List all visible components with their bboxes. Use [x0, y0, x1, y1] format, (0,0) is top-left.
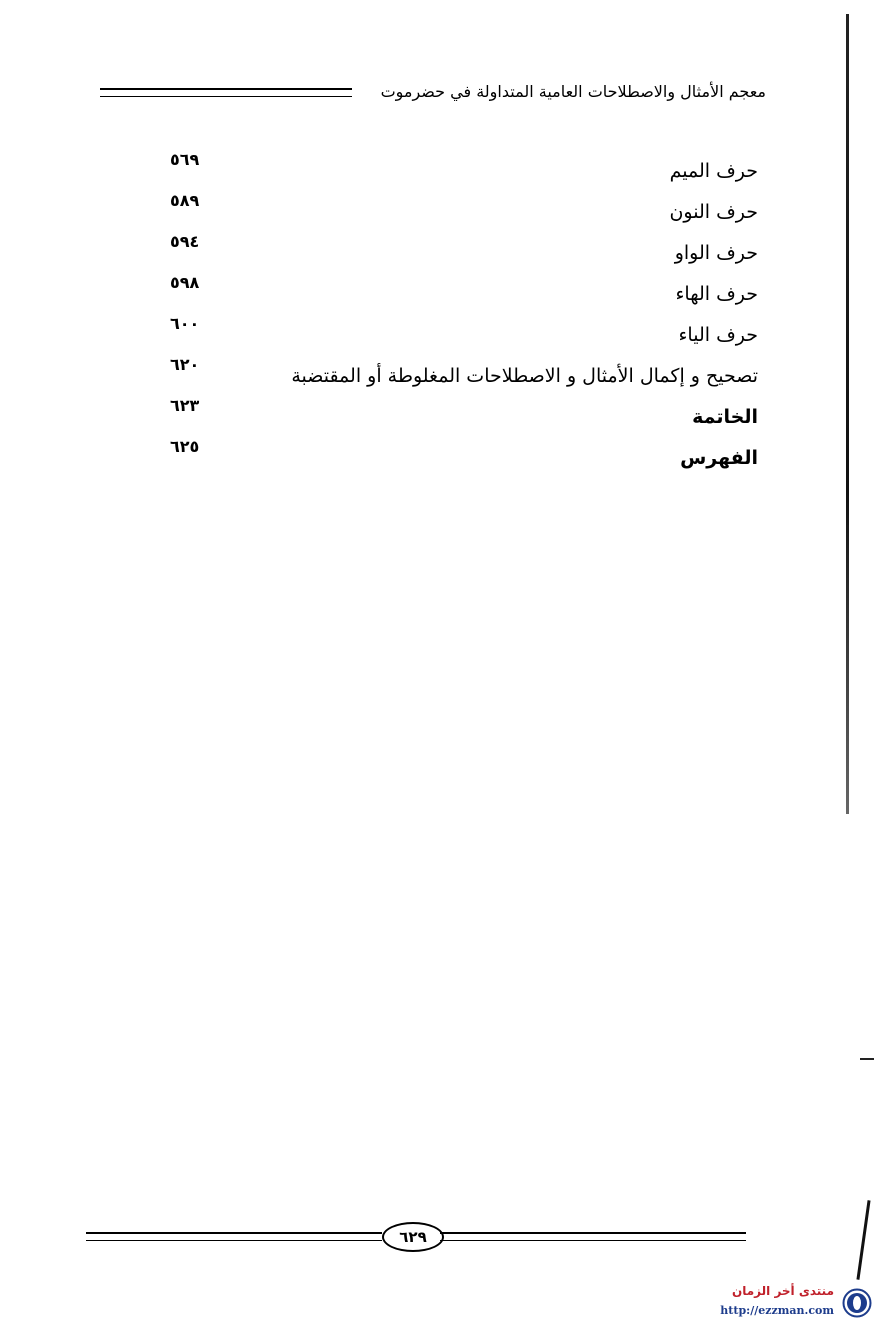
toc-entry-page: ٦٢٠	[170, 355, 200, 374]
toc-entry-page: ٦٠٠	[170, 314, 200, 333]
table-of-contents	[160, 150, 758, 478]
toc-entry-title: حرف النون	[669, 201, 758, 223]
toc-entry	[160, 191, 758, 232]
toc-entry-page: ٦٢٥	[170, 437, 200, 456]
toc-entry	[160, 232, 758, 273]
page-number: ٦٢٩	[382, 1222, 444, 1252]
toc-entry	[160, 437, 758, 478]
toc-entry-page: ٦٢٣	[170, 396, 200, 415]
watermark-url: http://ezzman.com	[720, 1304, 834, 1317]
toc-entry-title: حرف الميم	[669, 160, 758, 182]
toc-entry	[160, 396, 758, 437]
toc-entry	[160, 355, 758, 396]
toc-entry	[160, 273, 758, 314]
page-footer	[86, 1222, 746, 1252]
binding-edge-line	[846, 14, 849, 814]
toc-entry-title: الفهرس	[680, 447, 758, 469]
toc-entry-page: ٥٦٩	[170, 150, 200, 169]
binding-edge-line-bottom	[856, 1200, 870, 1280]
binding-edge-mark	[860, 1058, 874, 1060]
toc-entry-title: حرف الواو	[674, 242, 758, 264]
toc-entry	[160, 150, 758, 191]
toc-entry-title: تصحيح و إكمال الأمثال و الاصطلاحات المغلوطة أو المقتضبة	[291, 365, 758, 387]
toc-entry-title: الخاتمة	[692, 406, 758, 428]
header-rule	[100, 88, 352, 97]
toc-entry-page: ٥٩٤	[170, 232, 200, 251]
forum-watermark	[700, 1284, 880, 1324]
header-title: معجم الأمثال والاصطلاحات العامية المتداولة في حضرموت	[380, 82, 766, 101]
toc-entry	[160, 314, 758, 355]
toc-entry-page: ٥٩٨	[170, 273, 200, 292]
toc-entry-page: ٥٨٩	[170, 191, 200, 210]
watermark-name: منتدى أخر الزمان	[732, 1284, 834, 1298]
running-header	[100, 82, 766, 112]
toc-entry-title: حرف الياء	[678, 324, 758, 346]
shield-icon	[842, 1288, 872, 1318]
footer-rule-right	[440, 1232, 746, 1241]
toc-entry-title: حرف الهاء	[675, 283, 758, 305]
footer-rule-left	[86, 1232, 382, 1241]
